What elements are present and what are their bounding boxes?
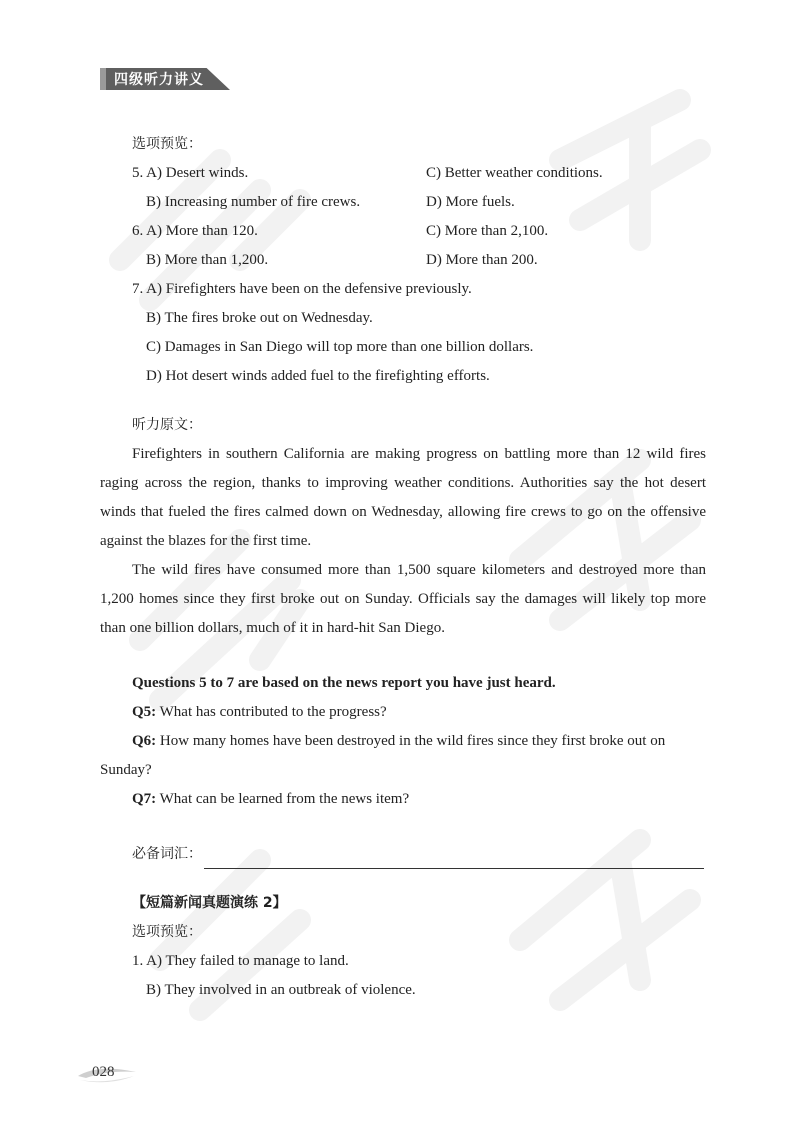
option-5b: B) Increasing number of fire crews. [146, 194, 361, 210]
option-5d: D) More fuels. [426, 194, 515, 210]
transcript-paragraph-1: Firefighters in southern California are making progress on battling more than 12 wild fires raging across the region, thanks to improving weather conditions. Authorities say the hot desert winds that fueled the fires calmed down on Wednesday, allowing fire crews to go on the offensive against the blazes for the first time. [100, 446, 706, 549]
option-row-6b [100, 246, 706, 275]
section2-preview-heading: 选项预览： [132, 924, 202, 940]
question-6-continued: Sunday? [100, 762, 152, 778]
page-content [100, 130, 706, 1005]
questions-intro: Questions 5 to 7 are based on the news report you have just heard. [132, 675, 556, 691]
header-title: 四级听力讲义 [114, 72, 204, 88]
option-6a: 6. A) More than 120. [132, 223, 258, 239]
question-6 [100, 727, 706, 756]
preview-heading: 选项预览： [132, 136, 202, 152]
transcript-heading: 听力原文： [132, 417, 202, 433]
question-7-text: What can be learned from the news item? [156, 791, 410, 807]
option-5a: 5. A) Desert winds. [132, 165, 249, 181]
question-7-label: Q7: [132, 791, 157, 807]
question-6-label: Q6: [132, 733, 157, 749]
question-5-text: What has contributed to the progress? [156, 704, 387, 720]
option-7d: D) Hot desert winds added fuel to the firefighting efforts. [146, 368, 490, 384]
section2-option-1b: B) They involved in an outbreak of violence. [146, 982, 416, 998]
section2-title: 【短篇新闻真题演练 2】 [132, 895, 287, 911]
question-6-text: How many homes have been destroyed in the wild fires since they first broke out on [156, 733, 666, 749]
transcript-paragraph-2: The wild fires have consumed more than 1,500 square kilometers and destroyed more than 1,200 homes since they first broke out on Sunday. Officials say the damages will likely top more than one billion dollars, much of it in hard-hit San Diego. [100, 562, 706, 636]
option-7b: B) The fires broke out on Wednesday. [146, 310, 373, 326]
option-row-6a [100, 217, 706, 246]
vocab-row [100, 840, 706, 869]
option-row-5b [100, 188, 706, 217]
option-6c: C) More than 2,100. [426, 223, 549, 239]
option-7c: C) Damages in San Diego will top more than one billion dollars. [146, 339, 534, 355]
option-6b: B) More than 1,200. [146, 252, 269, 268]
vocab-label: 必备词汇： [132, 846, 202, 862]
question-5-label: Q5: [132, 704, 157, 720]
option-5c: C) Better weather conditions. [426, 165, 603, 181]
vocab-blank-line[interactable] [204, 850, 704, 869]
page-number: 028 [92, 1064, 115, 1080]
option-6d: D) More than 200. [426, 252, 538, 268]
question-5 [100, 698, 706, 727]
question-7 [100, 785, 706, 814]
section2-option-1a: 1. A) They failed to manage to land. [132, 953, 349, 969]
option-7a: 7. A) Firefighters have been on the defensive previously. [132, 281, 472, 297]
option-row-5a [100, 159, 706, 188]
page-number-badge [78, 1062, 138, 1086]
